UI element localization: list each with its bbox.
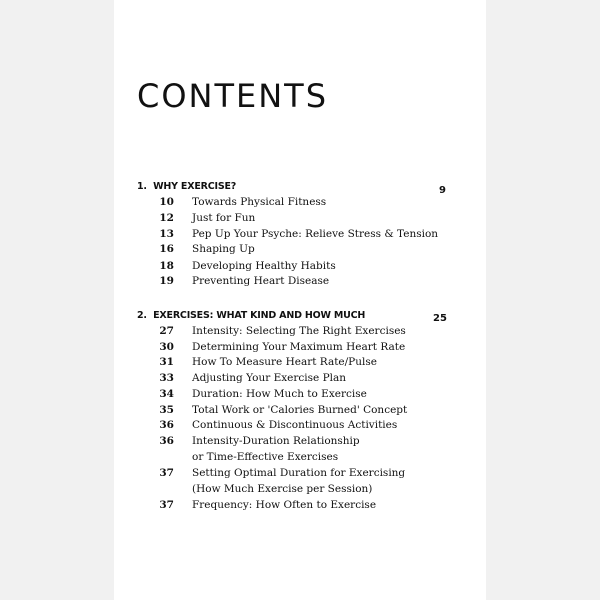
entry-text: Intensity: Selecting The Right Exercises — [192, 325, 406, 337]
entry-text: Continuous & Discontinuous Activities — [192, 419, 398, 431]
page-title: CONTENTS — [137, 77, 329, 115]
entry-text: Preventing Heart Disease — [192, 275, 330, 287]
entry-page: 36 — [159, 419, 174, 431]
entry-page: 36 — [159, 435, 174, 447]
entry-page: 31 — [159, 356, 174, 368]
entry-text: Adjusting Your Exercise Plan — [192, 372, 347, 384]
entry-text: or Time-Effective Exercises — [192, 451, 339, 463]
chapter-heading — [137, 181, 236, 192]
entry-text: Intensity-Duration Relationship — [192, 435, 360, 447]
entry-page: 37 — [159, 467, 174, 479]
entry-page: 18 — [159, 260, 174, 272]
entry-page: 13 — [159, 228, 174, 240]
entry-page: 35 — [159, 404, 174, 416]
chapter-heading — [137, 310, 365, 321]
entry-page: 34 — [159, 388, 174, 400]
entry-text: (How Much Exercise per Session) — [192, 483, 373, 495]
chapter-page-number: 9 — [439, 185, 446, 196]
entry-text: Towards Physical Fitness — [192, 196, 327, 208]
entry-text: Setting Optimal Duration for Exercising — [192, 467, 406, 479]
entry-text: Duration: How Much to Exercise — [192, 388, 367, 400]
entry-text: Total Work or 'Calories Burned' Concept — [192, 404, 408, 416]
entry-text: Developing Healthy Habits — [192, 260, 336, 272]
entry-text: How To Measure Heart Rate/Pulse — [192, 356, 377, 368]
entry-text: Determining Your Maximum Heart Rate — [192, 341, 406, 353]
entry-page: 19 — [159, 275, 174, 287]
entry-text: Pep Up Your Psyche: Relieve Stress & Tension — [192, 228, 439, 240]
entry-text: Frequency: How Often to Exercise — [192, 499, 377, 511]
entry-page: 30 — [159, 341, 174, 353]
chapter-number: 1. — [137, 181, 147, 192]
chapter-title: EXERCISES: WHAT KIND AND HOW MUCH — [153, 310, 366, 321]
entry-text: Shaping Up — [192, 243, 255, 255]
entry-page: 16 — [159, 243, 174, 255]
entry-page: 33 — [159, 372, 174, 384]
entry-page: 27 — [159, 325, 174, 337]
entry-page: 12 — [159, 212, 174, 224]
chapter-title: WHY EXERCISE? — [153, 181, 237, 192]
chapter-page-number: 25 — [433, 313, 447, 324]
entry-page: 37 — [159, 499, 174, 511]
entry-page: 10 — [159, 196, 174, 208]
chapter-number: 2. — [137, 310, 147, 321]
entry-text: Just for Fun — [192, 212, 256, 224]
